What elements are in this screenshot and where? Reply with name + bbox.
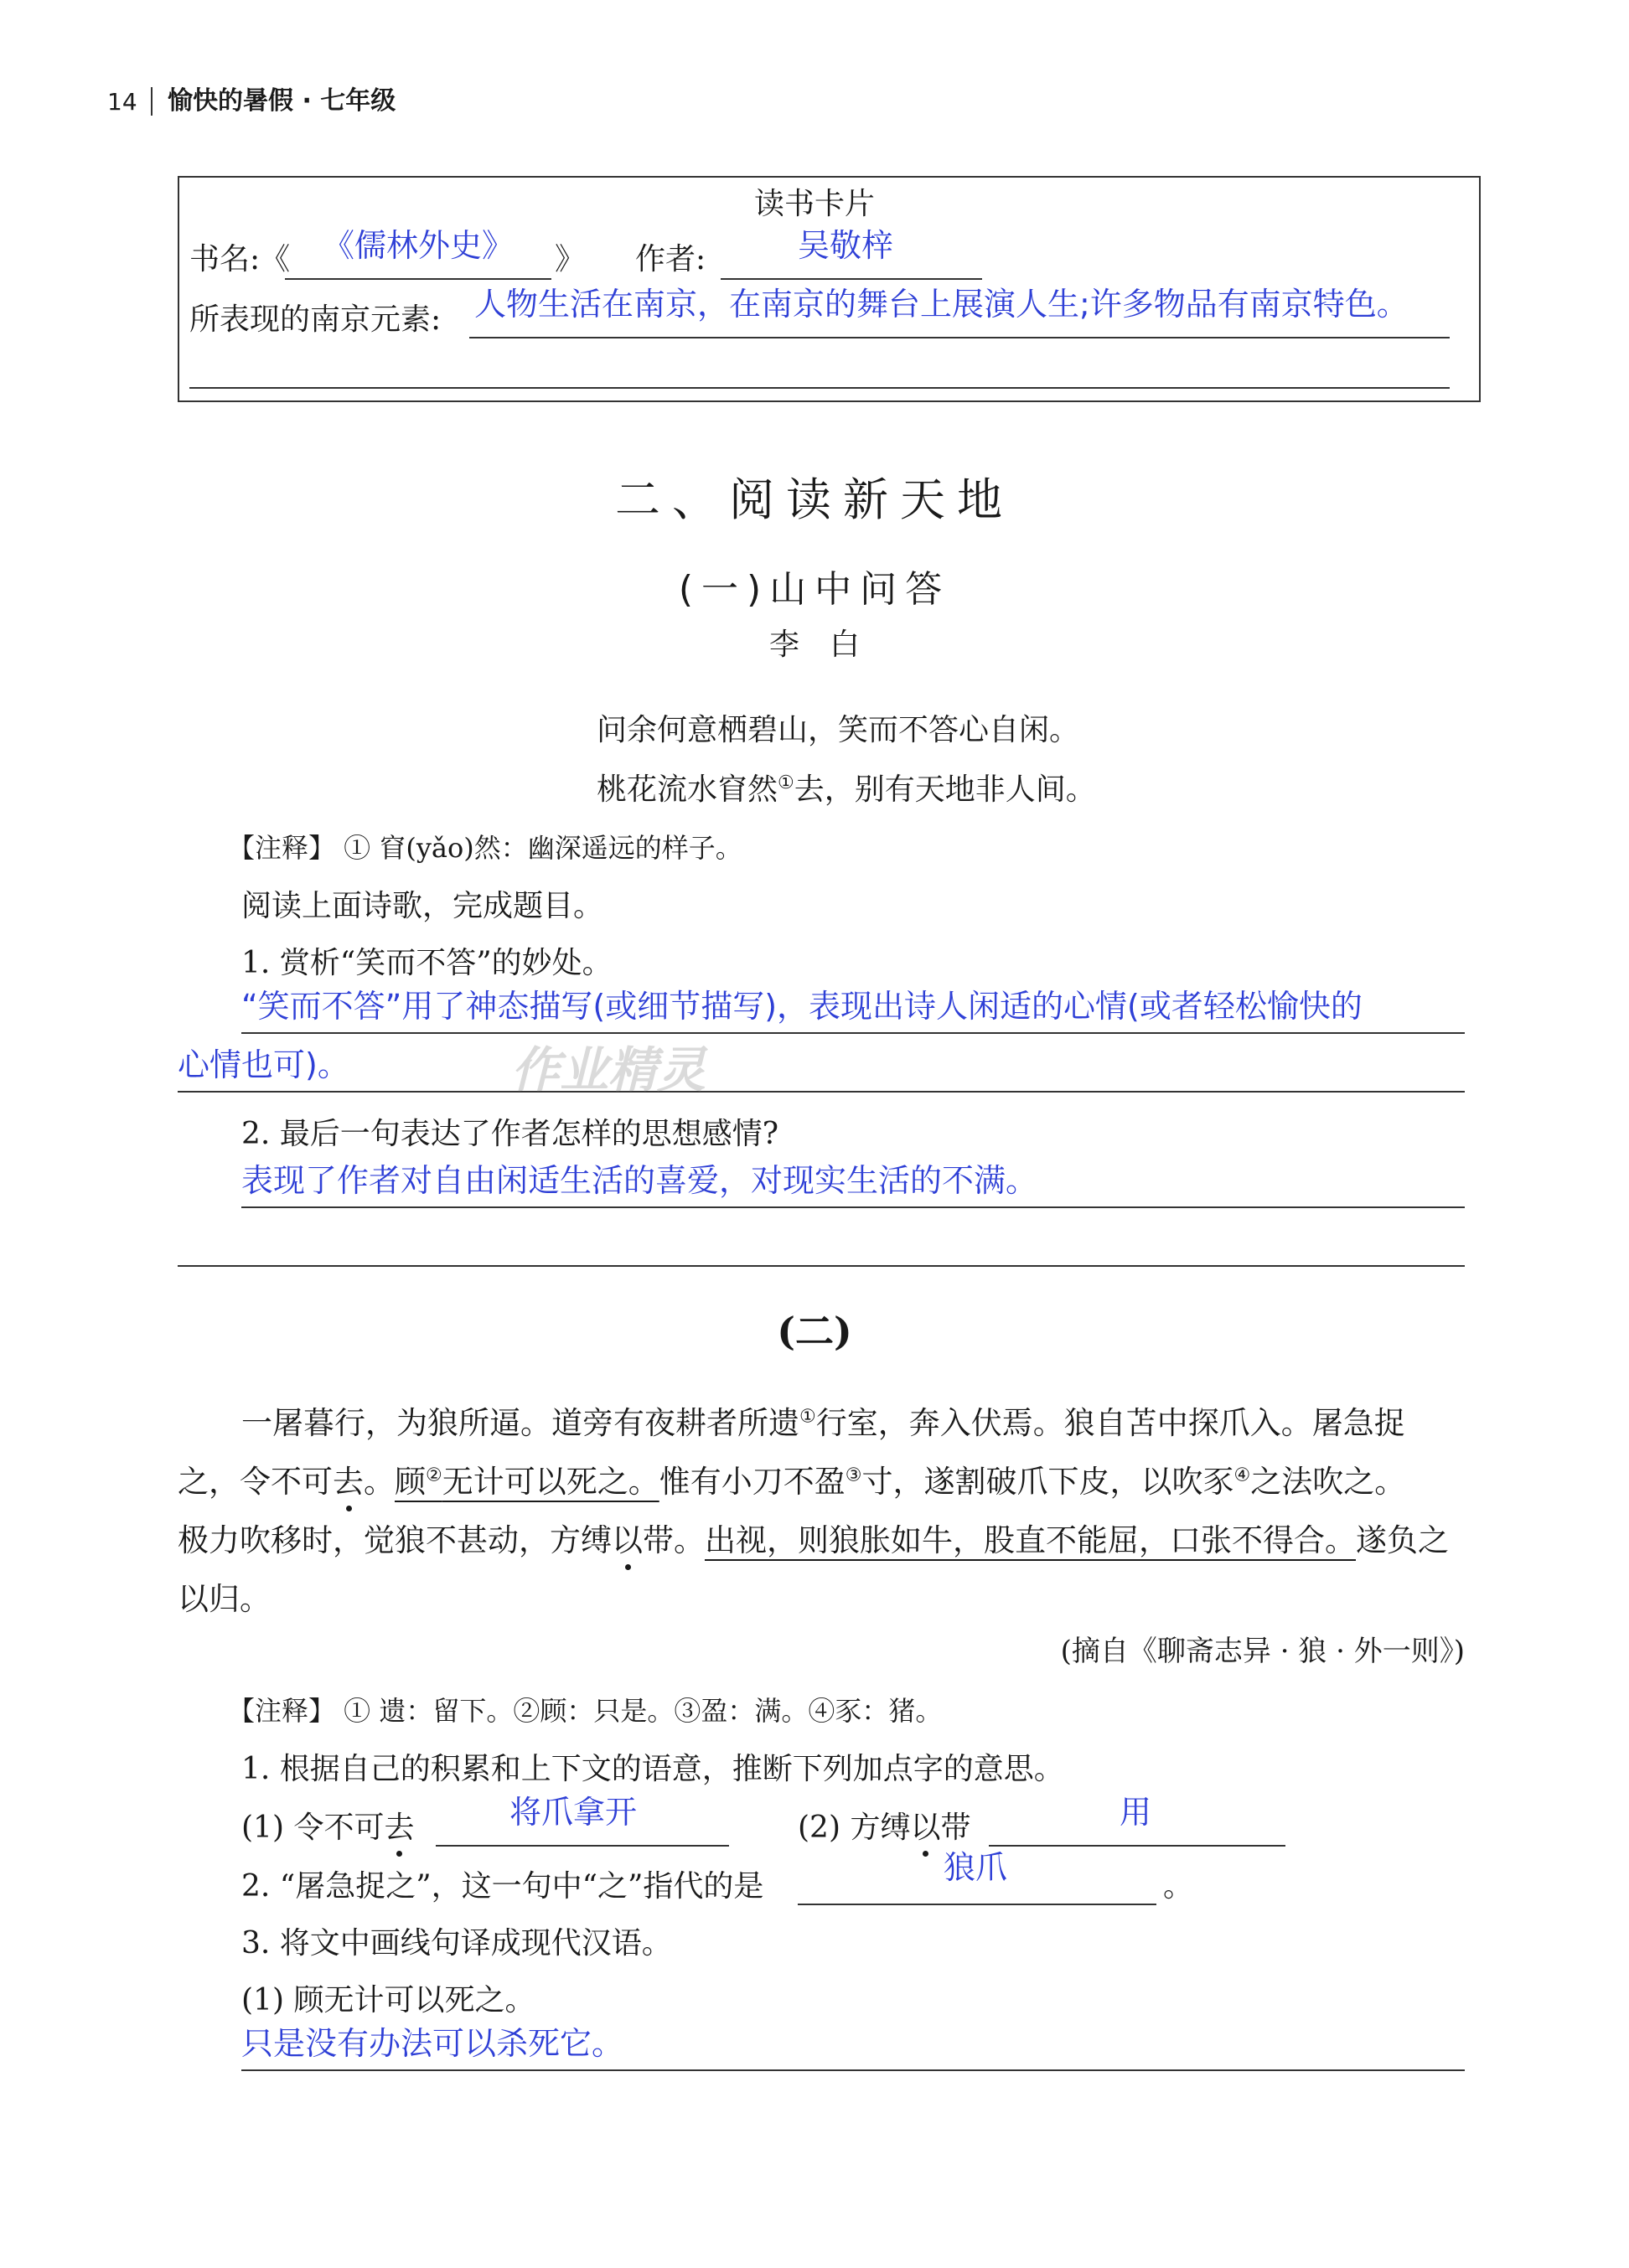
poem-answer-1-line-2: 心情也可)。 <box>178 1046 349 1083</box>
passage-question-1: 1. 根据自己的积累和上下文的语意，推断下列加点字的意思。 <box>241 1752 1064 1786</box>
passage-question-2: 2. “屠急捉之”，这一句中“之”指代的是 <box>241 1869 764 1904</box>
q1-item-1: (1) 令不可去 <box>241 1811 415 1845</box>
answer-line <box>178 1265 1465 1267</box>
answer-line <box>989 1845 1285 1847</box>
question-2-end: 。 <box>1163 1869 1194 1904</box>
passage-line-1: 一屠暮行，为狼所逼。道旁有夜耕者所遗①行室，奔入伏焉。狼自苫中探爪入。屠急捉 <box>241 1405 1405 1441</box>
nanjing-label: 所表现的南京元素: <box>189 302 442 337</box>
poem-question-1: 1. 赏析“笑而不答”的妙处。 <box>241 946 613 980</box>
answer-line <box>241 2069 1465 2071</box>
book-name-label: 书名:《 <box>189 242 291 276</box>
book-name-answer: 《儒林外史》 <box>323 227 515 264</box>
book-name-close: 》 <box>555 242 586 276</box>
nanjing-answer: 人物生活在南京，在南京的舞台上展演人生;许多物品有南京特色。 <box>474 286 1409 323</box>
page-number: 14 <box>107 88 137 116</box>
answer-line <box>241 1206 1465 1208</box>
underlined-sentence-2: 出视，则狼胀如牛，股直不能屈，口张不得合。 <box>705 1522 1356 1558</box>
book-name-line <box>285 278 551 280</box>
underlined-sentence-1: 顾②无计可以死之。 <box>395 1464 659 1500</box>
passage-question-3: 3. 将文中画线句译成现代汉语。 <box>241 1926 672 1961</box>
poem-title: (一)山中问答 <box>678 568 951 611</box>
nanjing-line-2 <box>189 387 1450 389</box>
poem-line-1: 问余何意栖碧山，笑而不答心自闲。 <box>597 713 1080 747</box>
answer-line <box>178 1091 1465 1093</box>
header-divider <box>151 87 153 116</box>
poem-note: 【注释】 ① 窅(yǎo)然：幽深遥远的样子。 <box>228 832 742 864</box>
passage-note: 【注释】 ① 遗：留下。②顾：只是。③盈：满。④豕：猪。 <box>228 1695 943 1727</box>
passage-line-4: 以归。 <box>178 1581 271 1617</box>
poem-author: 李 白 <box>768 628 860 662</box>
question-3-item-1-answer: 只是没有办法可以杀死它。 <box>241 2025 624 2062</box>
poem-question-2: 2. 最后一句表达了作者怎样的思想感情? <box>241 1117 779 1151</box>
poem-instruction: 阅读上面诗歌，完成题目。 <box>241 889 604 923</box>
answer-line <box>436 1845 729 1847</box>
book-title: 愉快的暑假 · 七年级 <box>168 86 396 116</box>
q1-item-2-answer: 用 <box>1120 1794 1152 1831</box>
question-3-item-1: (1) 顾无计可以死之。 <box>241 1983 535 2017</box>
answer-line <box>241 1032 1465 1034</box>
author-label: 作者: <box>635 242 706 276</box>
passage-line-2: 之，令不可去。顾②无计可以死之。惟有小刀不盈③寸，遂割破爪下皮，以吹豕④之法吹之。 <box>178 1464 1406 1500</box>
watermark: 作业精灵 <box>511 1041 706 1098</box>
card-title: 读书卡片 <box>753 187 875 221</box>
passage-source: (摘自《聊斋志异 · 狼 · 外一则》) <box>1060 1635 1465 1668</box>
question-2-answer: 狼爪 <box>944 1849 1008 1886</box>
answer-line <box>798 1904 1156 1905</box>
nanjing-line-1 <box>469 337 1450 338</box>
section-title: 二、阅读新天地 <box>615 473 1014 526</box>
passage-2-title: (二) <box>777 1309 852 1354</box>
q1-item-2: (2) 方缚以带 <box>798 1811 971 1845</box>
poem-answer-2: 表现了作者对自由闲适生活的喜爱，对现实生活的不满。 <box>241 1162 1038 1199</box>
passage-line-3: 极力吹移时，觉狼不甚动，方缚以带。出视，则狼胀如牛，股直不能屈，口张不得合。遂负之 <box>178 1522 1449 1558</box>
poem-answer-1-line-1: “笑而不答”用了神态描写(或细节描写)，表现出诗人闲适的心情(或者轻松愉快的 <box>241 988 1363 1025</box>
q1-item-1-answer: 将爪拿开 <box>509 1794 638 1831</box>
poem-line-2: 桃花流水窅然①去，别有天地非人间。 <box>597 772 1096 807</box>
author-answer: 吴敬梓 <box>798 227 894 264</box>
author-line <box>721 278 982 280</box>
